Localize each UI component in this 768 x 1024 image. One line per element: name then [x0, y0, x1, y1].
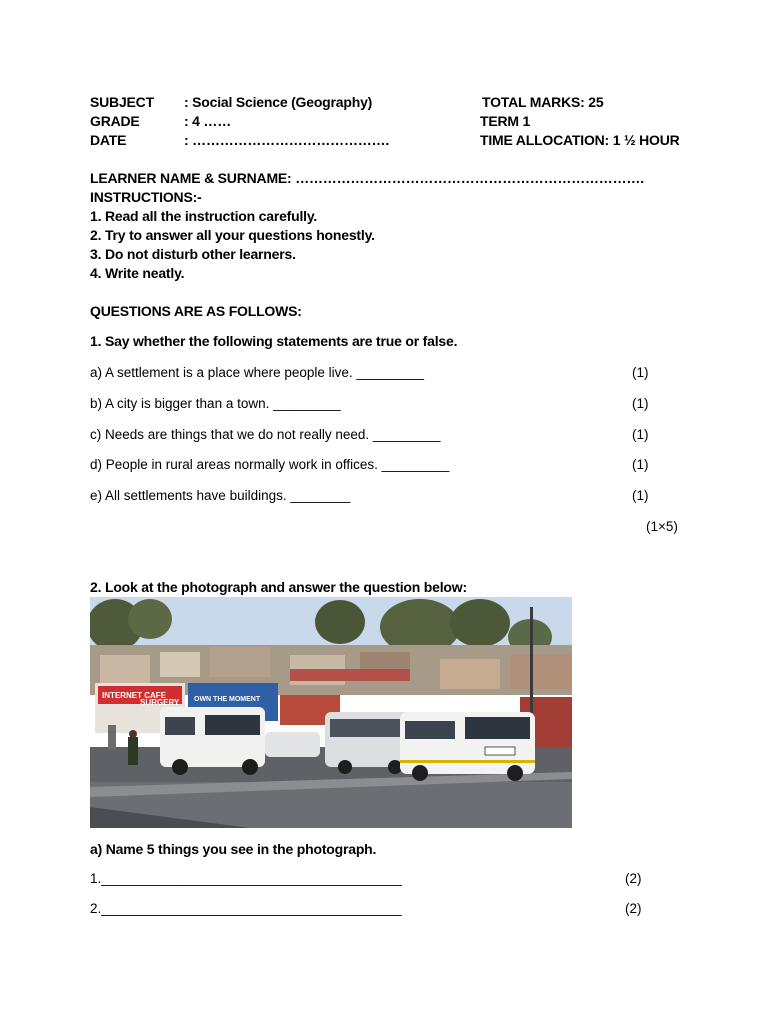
instruction-item: 3. Do not disturb other learners.: [90, 246, 296, 262]
township-taxi-photograph: [90, 597, 572, 828]
time-allocation: TIME ALLOCATION: 1 ½ HOUR: [480, 132, 680, 148]
statement-d: d) People in rural areas normally work in offices. _________: [90, 457, 450, 472]
grade-label: GRADE: [90, 113, 140, 129]
answer-mark-1: (2): [625, 871, 642, 886]
question-2a-title: a) Name 5 things you see in the photograph.: [90, 841, 377, 857]
question-1-title: 1. Say whether the following statements are true or false.: [90, 333, 458, 349]
statement-b: b) A city is bigger than a town. _________: [90, 396, 341, 411]
mark-e: (1): [632, 488, 649, 503]
learner-name-line: LEARNER NAME & SURNAME: ………………………………………………………………….: [90, 170, 644, 186]
instruction-item: 2. Try to answer all your questions honestly.: [90, 227, 375, 243]
billboard-sign: OWN THE MOMENT: [194, 696, 261, 703]
questions-heading: QUESTIONS ARE AS FOLLOWS:: [90, 303, 302, 319]
statement-a: a) A settlement is a place where people live. _________: [90, 365, 424, 380]
statement-c: c) Needs are things that we do not really need. _________: [90, 427, 441, 442]
answer-line-2[interactable]: 2.________________________________________: [90, 901, 402, 916]
total-marks: TOTAL MARKS: 25: [482, 94, 604, 110]
grade-value: : 4 ……: [184, 113, 232, 129]
instruction-item: 4. Write neatly.: [90, 265, 185, 281]
date-value: : …………………………………….: [184, 132, 390, 148]
mark-d: (1): [632, 457, 649, 472]
instruction-item: 1. Read all the instruction carefully.: [90, 208, 318, 224]
statement-e: e) All settlements have buildings. ________: [90, 488, 351, 503]
answer-mark-2: (2): [625, 901, 642, 916]
subject-label: SUBJECT: [90, 94, 154, 110]
question-2-title: 2. Look at the photograph and answer the question below:: [90, 579, 467, 595]
mark-c: (1): [632, 427, 649, 442]
question-1-total: (1×5): [646, 519, 678, 534]
mark-b: (1): [632, 396, 649, 411]
term: TERM 1: [480, 113, 531, 129]
answer-line-1[interactable]: 1.________________________________________: [90, 871, 402, 886]
date-label: DATE: [90, 132, 127, 148]
surgery-sign: SURGERY: [140, 698, 180, 707]
mark-a: (1): [632, 365, 649, 380]
internet-cafe-sign: INTERNET CAFE: [102, 691, 166, 700]
subject-value: : Social Science (Geography): [184, 94, 373, 110]
instructions-heading: INSTRUCTIONS:-: [90, 189, 202, 205]
